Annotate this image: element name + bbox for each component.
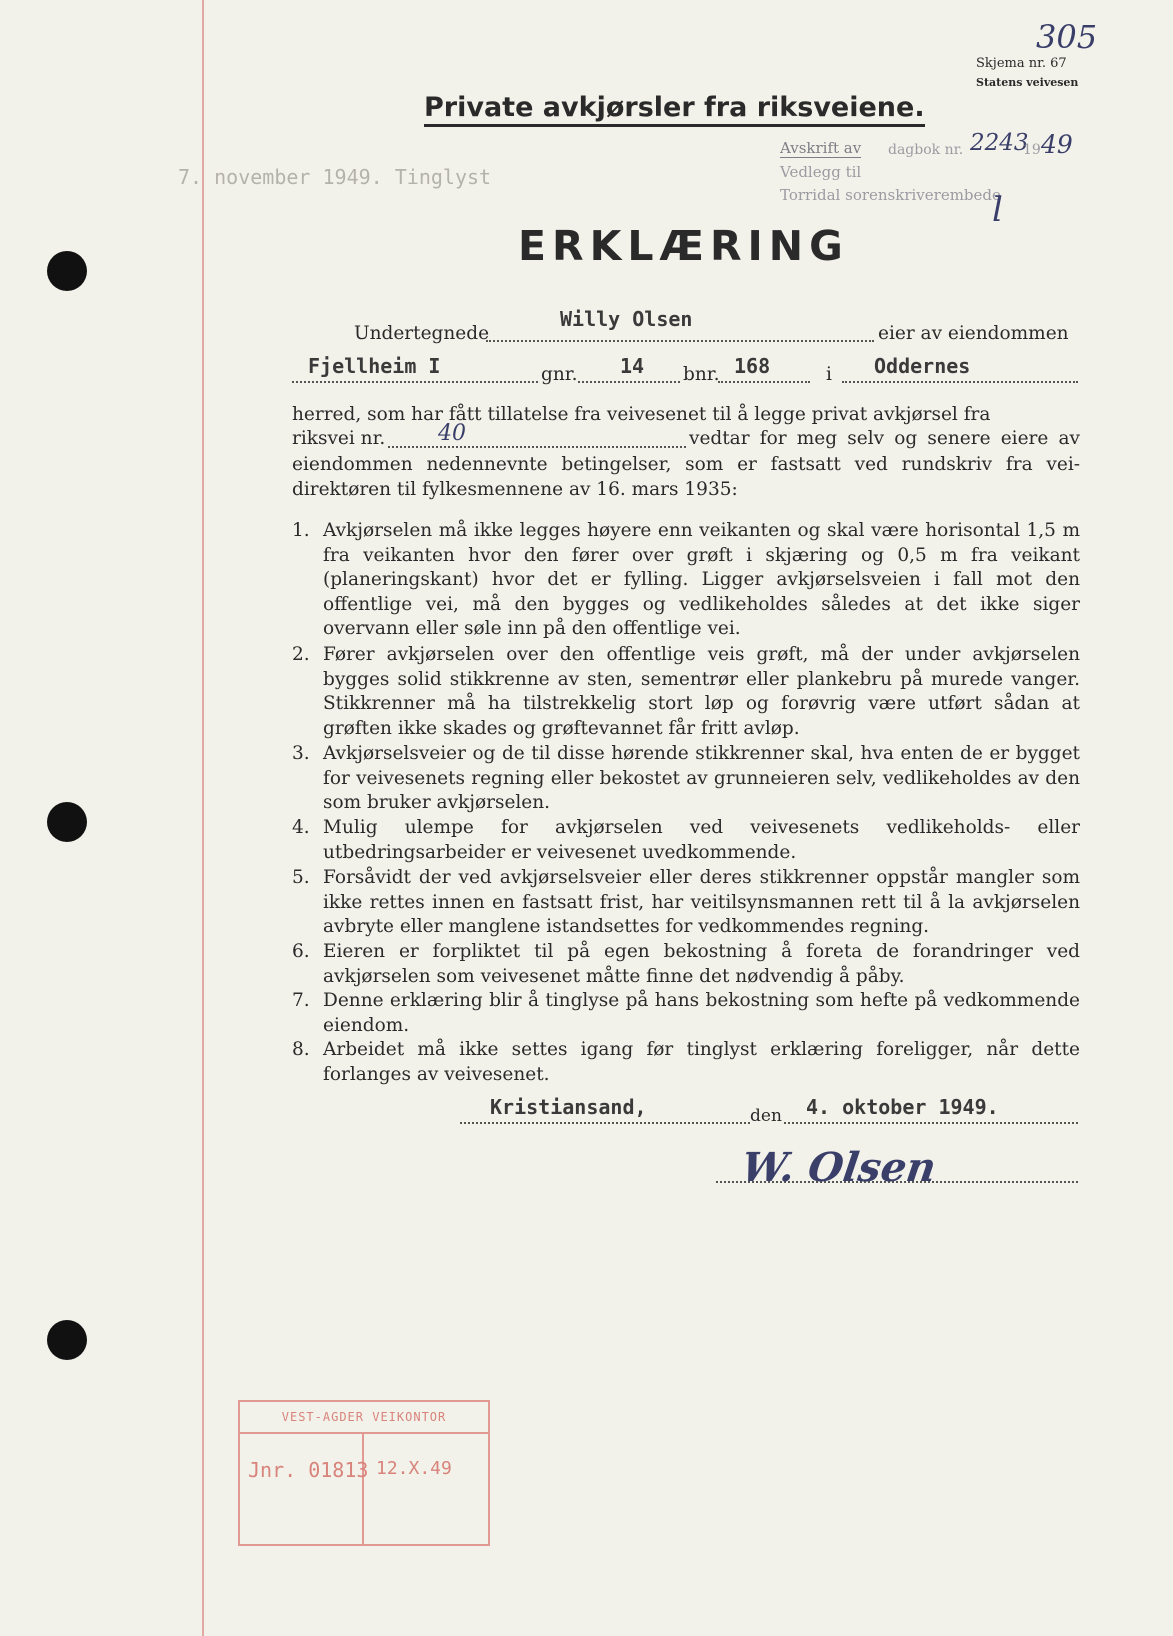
municipality-value: Oddernes [874, 354, 971, 378]
condition-number: 2. [292, 644, 310, 665]
registry-court: Torridal sorenskriverembede [780, 186, 1001, 204]
registry-mark: l [992, 190, 1003, 230]
received-stamp [238, 1400, 490, 1546]
registry-year: 49 [1041, 130, 1073, 159]
condition-item [292, 519, 1080, 642]
riksvei-line [388, 446, 686, 448]
registry-number: 2243 [970, 130, 1029, 156]
sign-date: 4. oktober 1949. [806, 1095, 999, 1119]
condition-number: 3. [292, 743, 310, 764]
condition-number: 5. [292, 867, 310, 888]
label-gnr: gnr. [541, 364, 578, 385]
label-undertegnede: Undertegnede [354, 323, 490, 344]
registry-vedlegg: Vedlegg til [780, 163, 862, 181]
signature: W. Olsen [738, 1144, 939, 1191]
name-line [486, 340, 874, 342]
registry-year-prefix: 19 [1023, 142, 1041, 158]
condition-item [292, 816, 1080, 865]
condition-text: Fører avkjørselen over den offentlige veis grøft, må der under avkjørselen bygges solid stikkrenne av sten, sementrør eller plankebru på murede vanger. Stikkrenner må ha tilstrekkelig stort løp og forøvrig være utført sådan at grøften ikke skades og grøftevannet får fritt avløp. [323, 644, 1080, 739]
sign-place: Kristiansand, [490, 1095, 647, 1119]
condition-text: Eieren er forpliktet til på egen bekostning å foreta de forandringer ved avkjørselen som veivesenet måtte finne det nødvendig å påby. [323, 941, 1080, 987]
condition-item [292, 940, 1080, 989]
condition-number: 1. [292, 520, 310, 541]
condition-text: Arbeidet må ikke settes igang før tinglyst erklæring foreligger, når dette forlanges av veivesenet. [323, 1039, 1080, 1085]
ghost-text: 7. november 1949. Tinglyst [178, 165, 492, 189]
condition-text: Denne erklæring blir å tinglyse på hans bekostning som hefte på vedkommende eiendom. [323, 990, 1080, 1036]
municipality-line [842, 381, 1078, 383]
margin-line [202, 0, 204, 1636]
condition-text: Forsåvidt der ved avkjørselsveier eller deres stikkrenner oppstår mangler som ikke rettes innen en fastsatt frist, har veitilsynsmannen rett til å la avkjørselen avbryte eller manglene istandsettes for vedkommendes regning. [323, 867, 1080, 938]
intro-line2: vedtar for meg selv og senere eiere av [689, 428, 1080, 449]
stamp-header: VEST-AGDER VEIKONTOR [240, 1402, 488, 1434]
document-title: ERKLÆRING [518, 222, 849, 270]
gnr-value: 14 [620, 354, 645, 378]
condition-text: Mulig ulempe for avkjørselen ved veivesenets vedlikeholds- eller utbedringsarbeider er veivesenet uvedkommende. [323, 817, 1080, 863]
intro-line1: herred, som har fått tillatelse fra veivesenet til å legge privat avkjørsel fra [292, 404, 991, 425]
form-id-line1: Skjema nr. 67 [976, 56, 1067, 71]
intro-line4: direktøren til fylkesmennene av 16. mars 1935: [292, 479, 738, 500]
condition-text: Avkjørselsveier og de til disse hørende stikkrenner skal, hva enten de er bygget for veivesenets regning eller bekostet av grunneieren selv, vedlikeholdes av den som bruker avkjørselen. [323, 743, 1080, 814]
place-line [460, 1122, 750, 1124]
property-line [292, 381, 538, 383]
condition-item [292, 742, 1080, 816]
condition-item [292, 866, 1080, 940]
condition-number: 4. [292, 817, 310, 838]
property-name: Fjellheim I [308, 354, 441, 378]
label-den: den [750, 1106, 782, 1126]
condition-text: Avkjørselen må ikke legges høyere enn veikanten og skal være horisontal 1,5 m fra veikanten hvor den fører over grøft i skjæring og 0,5 m fra veikant (planeringskant) hvor det er fylling. Ligger avkjørselsveien i fall mot den offentlige vei, må den bygges og vedlikeholdes således at det ikke siger overvann eller søle inn på den offentlige vei. [323, 520, 1080, 640]
date-line [784, 1122, 1078, 1124]
condition-item [292, 989, 1080, 1038]
condition-number: 8. [292, 1039, 310, 1060]
punch-hole [47, 1320, 87, 1360]
bnr-line [718, 381, 810, 383]
punch-hole [47, 802, 87, 842]
label-riksvei: riksvei nr. [292, 428, 386, 449]
bnr-value: 168 [734, 354, 771, 378]
label-owner: eier av eiendommen [878, 323, 1069, 344]
riksvei-value: 40 [438, 421, 466, 446]
condition-number: 6. [292, 941, 310, 962]
form-id-line2: Statens veivesen [976, 76, 1079, 89]
page-number: 305 [1036, 18, 1098, 56]
label-bnr: bnr. [683, 364, 720, 385]
stamp-number: Jnr. 01813 [248, 1458, 369, 1482]
registry-prefix: Avskrift av [780, 139, 862, 157]
punch-hole [47, 251, 87, 291]
condition-item [292, 643, 1080, 741]
condition-number: 7. [292, 990, 310, 1011]
label-i: i [826, 364, 832, 385]
owner-name: Willy Olsen [560, 307, 693, 331]
stamp-divider [362, 1432, 364, 1544]
condition-item [292, 1038, 1080, 1087]
registry-dagbok: dagbok nr. [888, 142, 964, 158]
stamp-date: 12.X.49 [376, 1458, 452, 1479]
gnr-line [578, 381, 680, 383]
intro-line3: eiendommen nedennevnte betingelser, som er fastsatt ved rundskriv fra vei- [292, 454, 1080, 475]
header-title: Private avkjørsler fra riksveiene. [424, 92, 925, 127]
